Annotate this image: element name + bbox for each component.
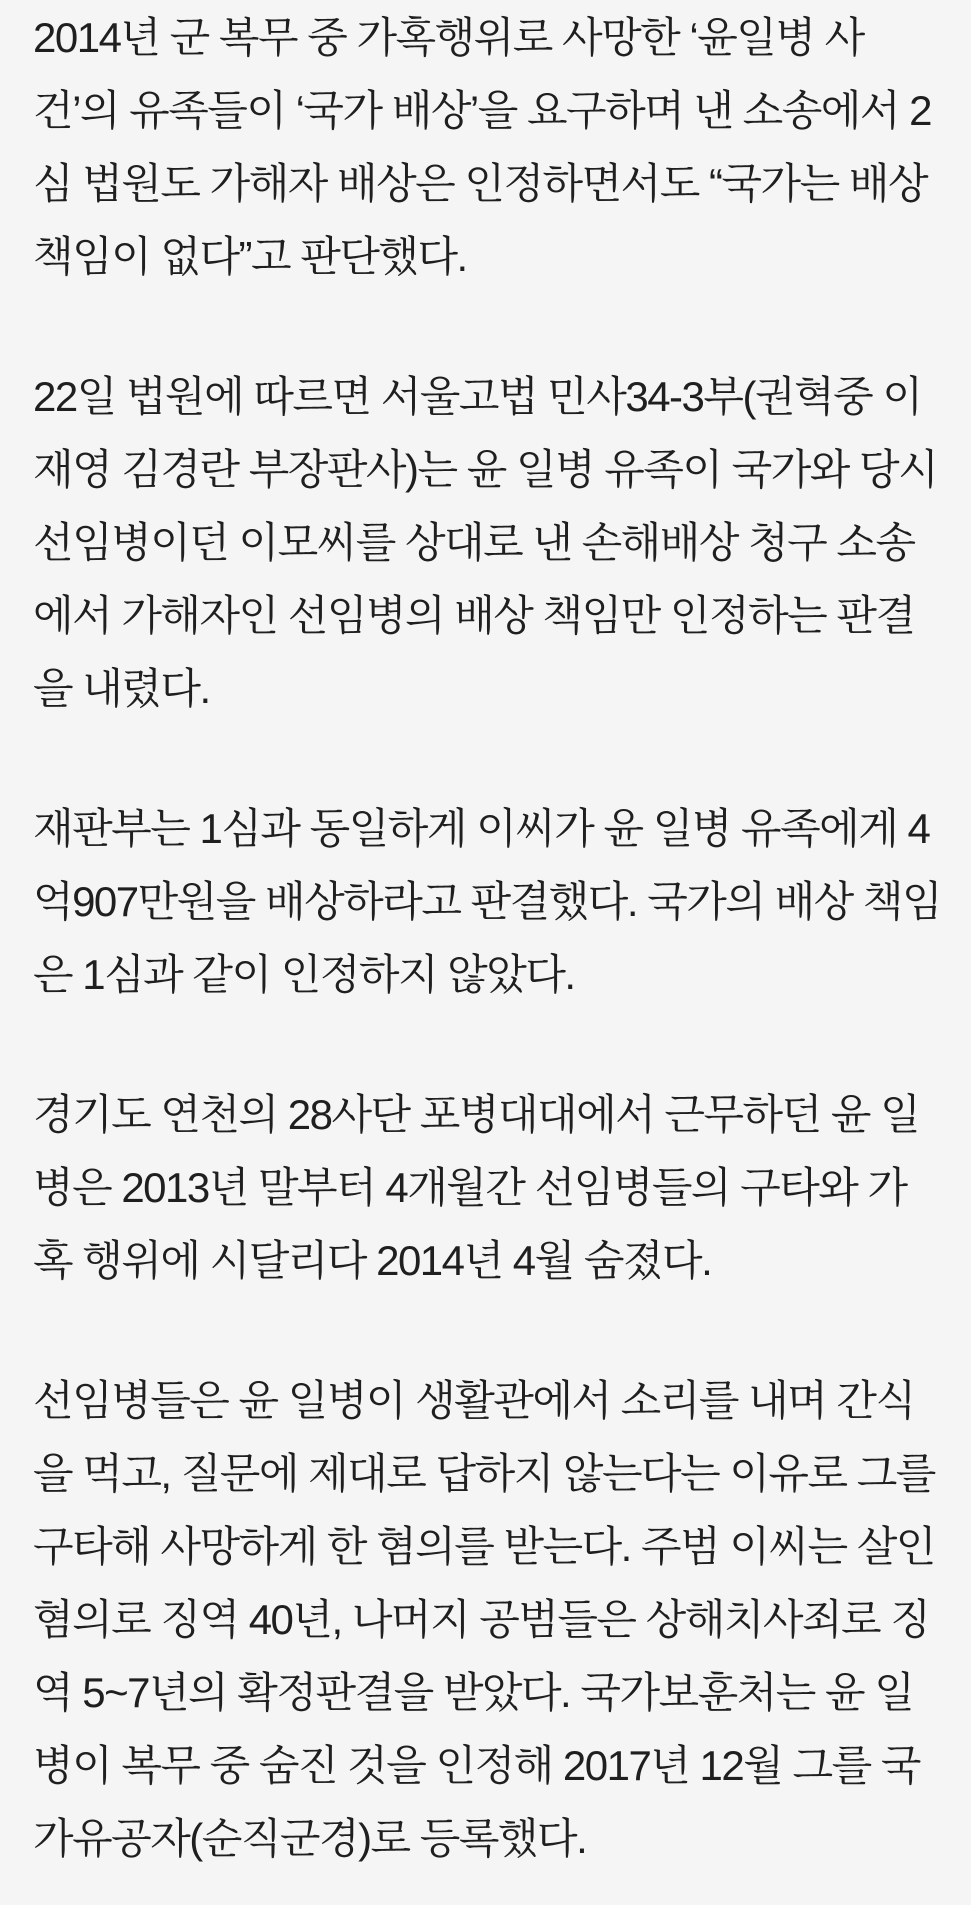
article-paragraph: 22일 법원에 따르면 서울고법 민사34-3부(권혁중 이재영 김경란 부장판사)는 윤 일병 유족이 국가와 당시 선임병이던 이모씨를 상대로 낸 손해배상 청구 소송에서 가해자인 선임병의 배상 책임만 인정하는 판결을 내렸다. [33,373,938,712]
article-paragraph: 선임병들은 윤 일병이 생활관에서 소리를 내며 간식을 먹고, 질문에 제대로 답하지 않는다는 이유로 그를 구타해 사망하게 한 혐의를 받는다. 주범 이씨는 살인 혐의로 징역 40년, 나머지 공범들은 상해치사죄로 징역 5~7년의 확정판결을 받았다. 국가보훈처는 윤 일병이 복무 중 숨진 것을 인정해 2017년 12월 그를 국가유공자(순직군경)로 등록했다. [33,1377,935,1862]
article-paragraph: 재판부는 1심과 동일하게 이씨가 윤 일병 유족에게 4억907만원을 배상하라고 판결했다. 국가의 배상 책임은 1심과 같이 인정하지 않았다. [33,805,942,998]
article-body [33,1,943,1875]
article-paragraph: 2014년 군 복무 중 가혹행위로 사망한 ‘윤일병 사건’의 유족들이 ‘국가 배상’을 요구하며 낸 소송에서 2심 법원도 가해자 배상은 인정하면서도 “국가는 배상 책임이 없다”고 판단했다. [33,14,931,280]
article-paragraph: 경기도 연천의 28사단 포병대대에서 근무하던 윤 일병은 2013년 말부터 4개월간 선임병들의 구타와 가혹 행위에 시달리다 2014년 4월 숨졌다. [33,1091,920,1284]
